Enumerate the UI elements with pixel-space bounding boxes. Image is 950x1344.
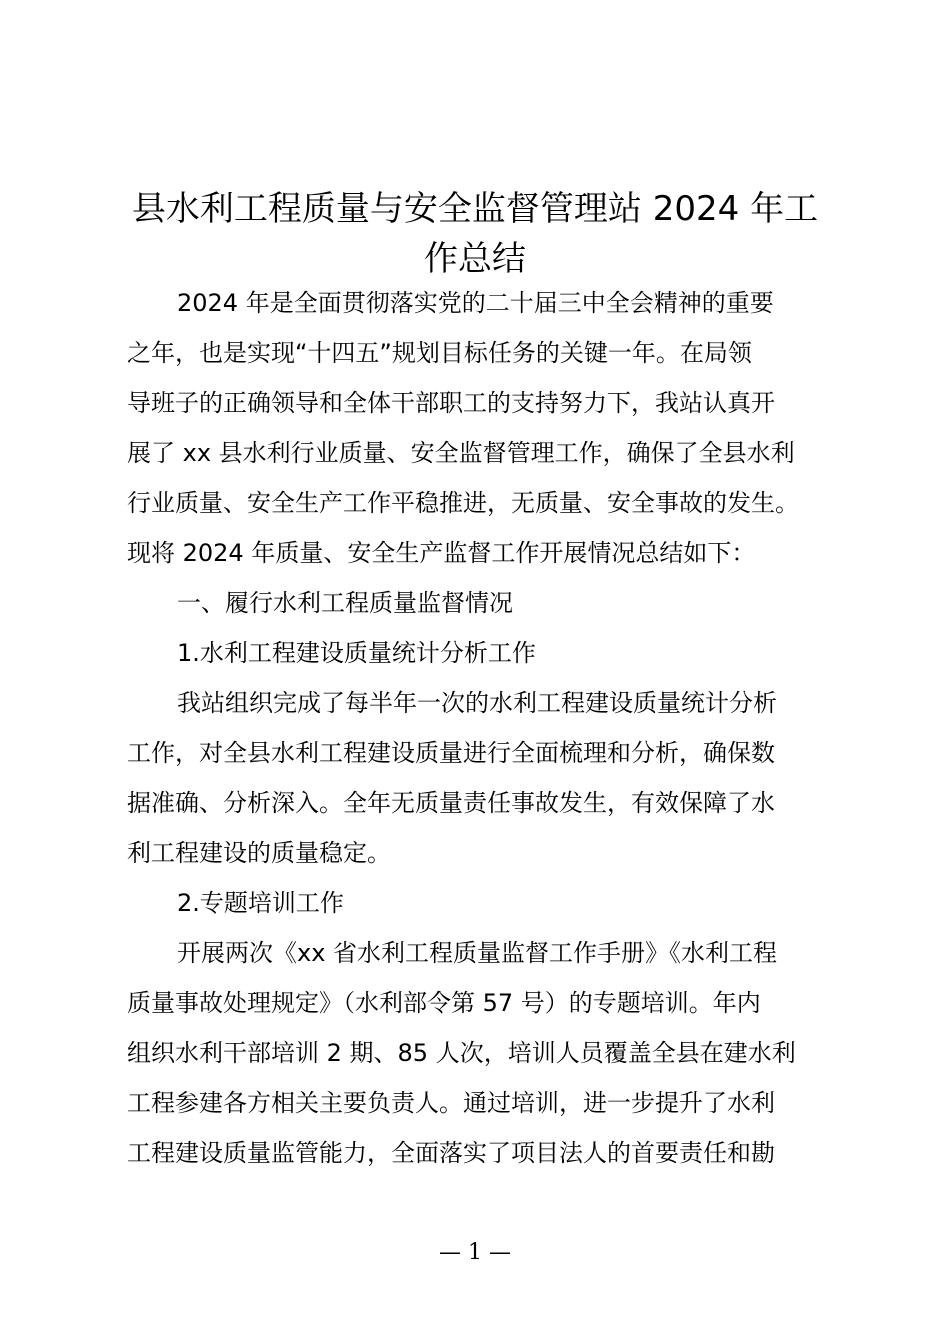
paragraph-intro-line-5: 行业质量、安全生产工作平稳推进，无质量、安全事故的发生。 [127, 489, 799, 517]
subsection-heading-1: 1.水利工程建设质量统计分析工作 [177, 639, 536, 667]
section-heading-1: 一、履行水利工程质量监督情况 [177, 589, 513, 617]
paragraph-training-line-3: 组织水利干部培训 2 期、85 人次，培训人员覆盖全县在建水利 [127, 1039, 796, 1067]
subsection-heading-2: 2.专题培训工作 [177, 889, 344, 917]
paragraph-statistics-line-4: 利工程建设的质量稳定。 [127, 839, 391, 867]
paragraph-training-line-1: 开展两次《xx 省水利工程质量监督工作手册》《水利工程 [177, 939, 778, 967]
document-title-line-1: 县水利工程质量与安全监督管理站 2024 年工 [131, 189, 819, 229]
document-title-line-2: 作总结 [424, 239, 526, 279]
paragraph-training-line-4: 工程参建各方相关主要负责人。通过培训，进一步提升了水利 [127, 1089, 775, 1117]
paragraph-statistics-line-2: 工作，对全县水利工程建设质量进行全面梳理和分析，确保数 [127, 739, 775, 767]
paragraph-intro-line-4: 展了 xx 县水利行业质量、安全监督管理工作，确保了全县水利 [127, 439, 795, 467]
paragraph-intro-line-1: 2024 年是全面贯彻落实党的二十届三中全会精神的重要 [177, 289, 774, 317]
paragraph-statistics-line-3: 据准确、分析深入。全年无质量责任事故发生，有效保障了水 [127, 789, 775, 817]
paragraph-statistics-line-1: 我站组织完成了每半年一次的水利工程建设质量统计分析 [177, 689, 777, 717]
page-number: — 1 — [439, 1240, 511, 1265]
paragraph-intro-line-2: 之年，也是实现“十四五”规划目标任务的关键一年。在局领 [127, 339, 752, 367]
paragraph-intro-line-6: 现将 2024 年质量、安全生产监督工作开展情况总结如下： [127, 539, 756, 567]
paragraph-training-line-2: 质量事故处理规定》（水利部令第 57 号）的专题培训。年内 [127, 989, 761, 1017]
paragraph-training-line-5: 工程建设质量监管能力，全面落实了项目法人的首要责任和勘 [127, 1139, 775, 1167]
paragraph-intro-line-3: 导班子的正确领导和全体干部职工的支持努力下，我站认真开 [127, 389, 775, 417]
